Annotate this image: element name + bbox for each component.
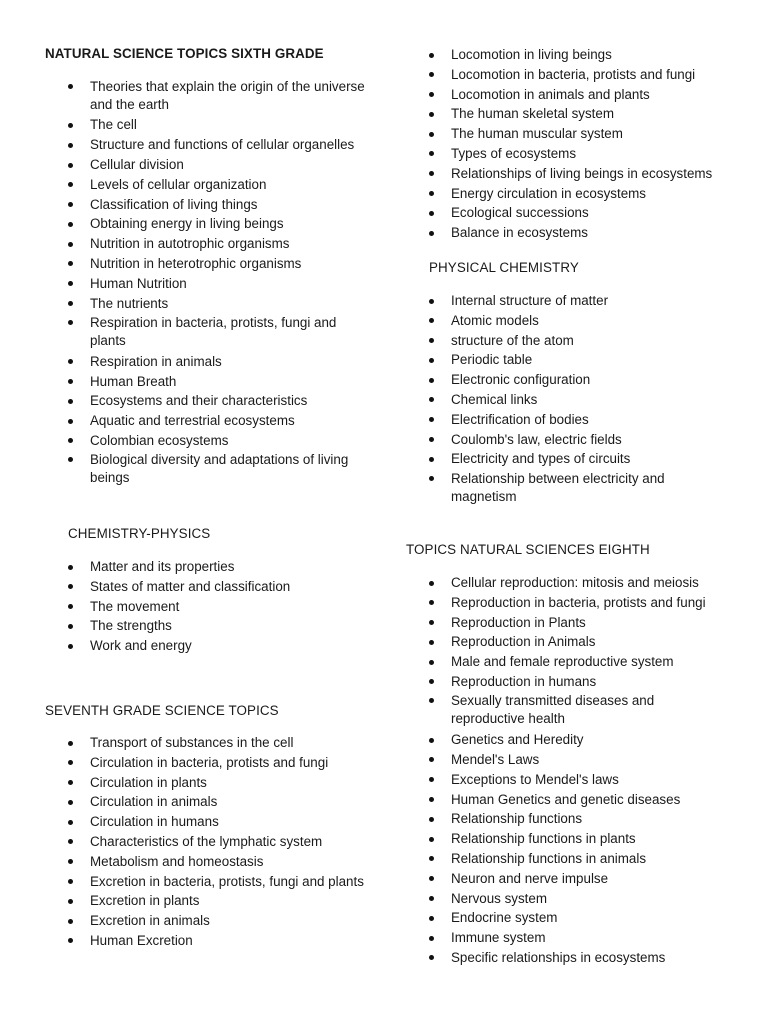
list-item: Human Breath	[68, 372, 368, 392]
list-item: Levels of cellular organization	[68, 175, 368, 195]
list-item: Excretion in bacteria, protists, fungi and plants	[68, 872, 368, 892]
list-item: Reproduction in Animals	[429, 632, 729, 652]
list-item: Energy circulation in ecosystems	[429, 184, 759, 204]
list-item: Nutrition in autotrophic organisms	[68, 234, 368, 254]
list-item: Immune system	[429, 928, 729, 948]
list-item: structure of the atom	[429, 331, 729, 351]
list-item: Atomic models	[429, 311, 729, 331]
list-item: Respiration in bacteria, protists, fungi and plants	[68, 313, 368, 351]
sixth-grade-title: NATURAL SCIENCE TOPICS SIXTH GRADE	[45, 46, 324, 61]
list-item: Genetics and Heredity	[429, 730, 729, 750]
list-item: Reproduction in humans	[429, 672, 729, 692]
list-item: Relationship between electricity and magnetism	[429, 469, 729, 507]
list-item: Nutrition in heterotrophic organisms	[68, 254, 368, 274]
list-item: Excretion in plants	[68, 891, 368, 911]
list-item: Relationship functions in plants	[429, 829, 729, 849]
list-item: Ecosystems and their characteristics	[68, 391, 368, 411]
list-item: Obtaining energy in living beings	[68, 214, 368, 234]
list-item: The human skeletal system	[429, 104, 759, 124]
list-item: Circulation in humans	[68, 812, 368, 832]
list-item: Specific relationships in ecosystems	[429, 948, 729, 968]
list-item: Balance in ecosystems	[429, 223, 759, 243]
list-item: Electrification of bodies	[429, 410, 729, 430]
list-item: Electricity and types of circuits	[429, 449, 729, 469]
list-item: Coulomb's law, electric fields	[429, 430, 729, 450]
list-item: Electronic configuration	[429, 370, 729, 390]
list-item: Aquatic and terrestrial ecosystems	[68, 411, 368, 431]
list-item: The movement	[68, 597, 368, 617]
physical-chemistry-list	[429, 291, 729, 508]
list-item: Classification of living things	[68, 195, 368, 215]
list-item: Excretion in animals	[68, 911, 368, 931]
list-item: The nutrients	[68, 294, 368, 314]
list-item: Neuron and nerve impulse	[429, 869, 729, 889]
seventh-grade-title: SEVENTH GRADE SCIENCE TOPICS	[45, 703, 279, 718]
list-item: Circulation in animals	[68, 792, 368, 812]
list-item: Reproduction in bacteria, protists and fungi	[429, 593, 729, 613]
list-item: Relationships of living beings in ecosystems	[429, 164, 759, 184]
list-item: Human Excretion	[68, 931, 368, 951]
list-item: Biological diversity and adaptations of living beings	[68, 451, 368, 489]
list-item: Locomotion in animals and plants	[429, 85, 759, 105]
list-item: Relationship functions in animals	[429, 849, 729, 869]
list-item: Types of ecosystems	[429, 144, 759, 164]
list-item: Work and energy	[68, 636, 368, 656]
list-item: Colombian ecosystems	[68, 431, 368, 451]
list-item: Nervous system	[429, 889, 729, 909]
list-item: The strengths	[68, 616, 368, 636]
list-item: Human Nutrition	[68, 274, 368, 294]
list-item: Locomotion in bacteria, protists and fungi	[429, 65, 759, 85]
list-item: Periodic table	[429, 350, 729, 370]
list-item: Characteristics of the lymphatic system	[68, 832, 368, 852]
eighth-grade-list	[429, 573, 729, 968]
list-item: States of matter and classification	[68, 577, 368, 597]
list-item: The human muscular system	[429, 124, 759, 144]
list-item: Theories that explain the origin of the universe and the earth	[68, 77, 368, 115]
list-item: Chemical links	[429, 390, 729, 410]
list-item: Metabolism and homeostasis	[68, 852, 368, 872]
list-item: Matter and its properties	[68, 557, 368, 577]
sixth-grade-list	[68, 77, 368, 489]
list-item: Cellular division	[68, 155, 368, 175]
list-item: Ecological successions	[429, 203, 759, 223]
list-item: Male and female reproductive system	[429, 652, 729, 672]
chemistry-physics-title: CHEMISTRY-PHYSICS	[68, 526, 211, 541]
seventh-grade-list	[68, 733, 368, 951]
physical-chemistry-title: PHYSICAL CHEMISTRY	[429, 260, 579, 275]
list-item: Locomotion in living beings	[429, 45, 759, 65]
list-item: Relationship functions	[429, 809, 729, 829]
list-item: Circulation in bacteria, protists and fungi	[68, 753, 368, 773]
list-item: Reproduction in Plants	[429, 613, 729, 633]
chemistry-physics-list	[68, 557, 368, 656]
list-item: Respiration in animals	[68, 352, 368, 372]
list-item: Endocrine system	[429, 908, 729, 928]
list-item: Internal structure of matter	[429, 291, 729, 311]
list-item: Structure and functions of cellular organelles	[68, 135, 368, 155]
list-item: Human Genetics and genetic diseases	[429, 790, 729, 810]
list-item: Transport of substances in the cell	[68, 733, 368, 753]
list-item: Cellular reproduction: mitosis and meiosis	[429, 573, 729, 593]
eighth-grade-title: TOPICS NATURAL SCIENCES EIGHTH	[406, 542, 650, 557]
seventh-grade-list-continued	[429, 45, 759, 243]
list-item: Sexually transmitted diseases and reproductive health	[429, 692, 729, 730]
list-item: Circulation in plants	[68, 773, 368, 793]
list-item: The cell	[68, 115, 368, 135]
list-item: Exceptions to Mendel's laws	[429, 770, 729, 790]
list-item: Mendel's Laws	[429, 750, 729, 770]
